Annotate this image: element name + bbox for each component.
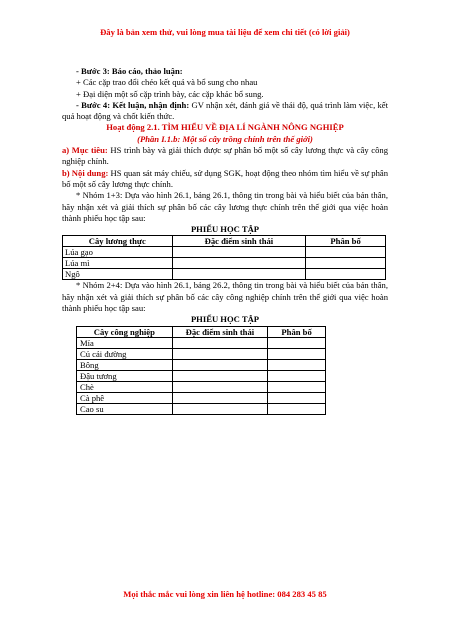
- worksheet1-title: PHIẾU HỌC TẬP: [190, 224, 260, 235]
- ecology-cell[interactable]: [172, 269, 306, 280]
- ecology-cell[interactable]: [172, 247, 306, 258]
- table-row: [77, 403, 326, 414]
- step4-label: - Bước 4: Kết luận, nhận định:: [76, 99, 190, 110]
- col-header-ecology: Đặc điểm sinh thái: [172, 326, 268, 337]
- table-row: [77, 348, 326, 359]
- table-row: [63, 258, 386, 269]
- table-header-row: [63, 236, 386, 247]
- ecology-cell[interactable]: [172, 337, 268, 348]
- content-label: b) Nội dung:: [62, 167, 109, 178]
- ecology-cell[interactable]: [172, 403, 268, 414]
- step4-paragraph: [62, 100, 388, 123]
- distribution-cell[interactable]: [306, 269, 386, 280]
- table-row: [63, 247, 386, 258]
- distribution-cell[interactable]: [268, 370, 326, 381]
- content-paragraph: [62, 168, 388, 191]
- table-header-row: [77, 326, 326, 337]
- worksheet2-table: [76, 326, 326, 415]
- ecology-cell[interactable]: [172, 392, 268, 403]
- group24-instruction: * Nhóm 2+4: Dựa vào hình 26.1, bảng 26.2, thông tin trong bài và hiểu biết của bản thân, hãy nhận xét và giải thích sự phân bố các cây công nghiệp chính trên thế giới qua việc hoàn thành phiếu học tập sau:: [62, 280, 388, 314]
- crop-name: Bông: [77, 359, 173, 370]
- col-header-distribution: Phân bố: [268, 326, 326, 337]
- preview-banner: Đây là bản xem thử, vui lòng mua tài liệu để xem chi tiết (có lời giải): [100, 27, 350, 37]
- worksheet2-title: PHIẾU HỌC TẬP: [190, 314, 260, 325]
- crop-name: Chè: [77, 381, 173, 392]
- step4-text: GV nhận xét, đánh giá về thái độ, quá trình làm việc, kết quả hoạt động và chốt kiến thức.: [62, 99, 388, 122]
- crop-name: Củ cải đường: [77, 348, 173, 359]
- table-row: [63, 269, 386, 280]
- distribution-cell[interactable]: [268, 392, 326, 403]
- col-header-crop: Cây công nghiệp: [77, 326, 173, 337]
- col-header-distribution: Phân bố: [306, 236, 386, 247]
- distribution-cell[interactable]: [268, 403, 326, 414]
- ecology-cell[interactable]: [172, 381, 268, 392]
- table-row: [77, 392, 326, 403]
- ecology-cell[interactable]: [172, 348, 268, 359]
- crop-name: Đậu tương: [77, 370, 173, 381]
- step3-line1: + Các cặp trao đổi chéo kết quả và bổ sung cho nhau: [76, 77, 258, 88]
- crop-name: Lúa mì: [63, 258, 173, 269]
- distribution-cell[interactable]: [268, 381, 326, 392]
- hotline-banner: Mọi thắc mắc vui lòng xin liên hệ hotline: 084 283 45 85: [123, 589, 327, 599]
- crop-name: Cà phê: [77, 392, 173, 403]
- worksheet1-table: [62, 235, 386, 280]
- col-header-ecology: Đặc điểm sinh thái: [172, 236, 306, 247]
- activity-title: Hoạt động 2.1. TÌM HIỂU VỀ ĐỊA LÍ NGÀNH NÔNG NGHIỆP: [106, 122, 344, 133]
- col-header-crop: Cây lương thực: [63, 236, 173, 247]
- goal-label: a) Mục tiêu:: [62, 145, 108, 156]
- distribution-cell[interactable]: [268, 337, 326, 348]
- table-row: [77, 370, 326, 381]
- crop-name: Cao su: [77, 403, 173, 414]
- content-text: HS quan sát máy chiếu, sử dụng SGK, hoạt động theo nhóm tìm hiểu về sự phân bố một số cây lương thực chính.: [62, 167, 388, 189]
- goal-paragraph: [62, 145, 388, 168]
- table-row: [77, 337, 326, 348]
- crop-name: Mía: [77, 337, 173, 348]
- step3-label: - Bước 3: Báo cáo, thảo luận:: [76, 66, 183, 76]
- ecology-cell[interactable]: [172, 370, 268, 381]
- crop-name: Ngô: [63, 269, 173, 280]
- table-row: [77, 381, 326, 392]
- document-body: [62, 66, 388, 415]
- distribution-cell[interactable]: [306, 247, 386, 258]
- goal-text: HS trình bày và giải thích được sự phân bố một số cây lương thực và cây công nghiệp chính.: [62, 145, 389, 167]
- distribution-cell[interactable]: [268, 348, 326, 359]
- ecology-cell[interactable]: [172, 258, 306, 269]
- ecology-cell[interactable]: [172, 359, 268, 370]
- distribution-cell[interactable]: [268, 359, 326, 370]
- crop-name: Lúa gạo: [63, 247, 173, 258]
- step3-line2: + Đại diện một số cặp trình bày, các cặp khác bổ sung.: [76, 88, 264, 99]
- table-row: [77, 359, 326, 370]
- distribution-cell[interactable]: [306, 258, 386, 269]
- group13-instruction: * Nhóm 1+3: Dựa vào hình 26.1, bảng 26.1, thông tin trong bài và hiểu biết của bản thân, hãy nhận xét và giải thích sự phân bố các cây lương thực chính trên thế giới qua việc hoàn thành phiếu học tập sau:: [62, 190, 388, 223]
- activity-subtitle: (Phần I.1.b: Một số cây trồng chính trên thế giới): [137, 133, 313, 144]
